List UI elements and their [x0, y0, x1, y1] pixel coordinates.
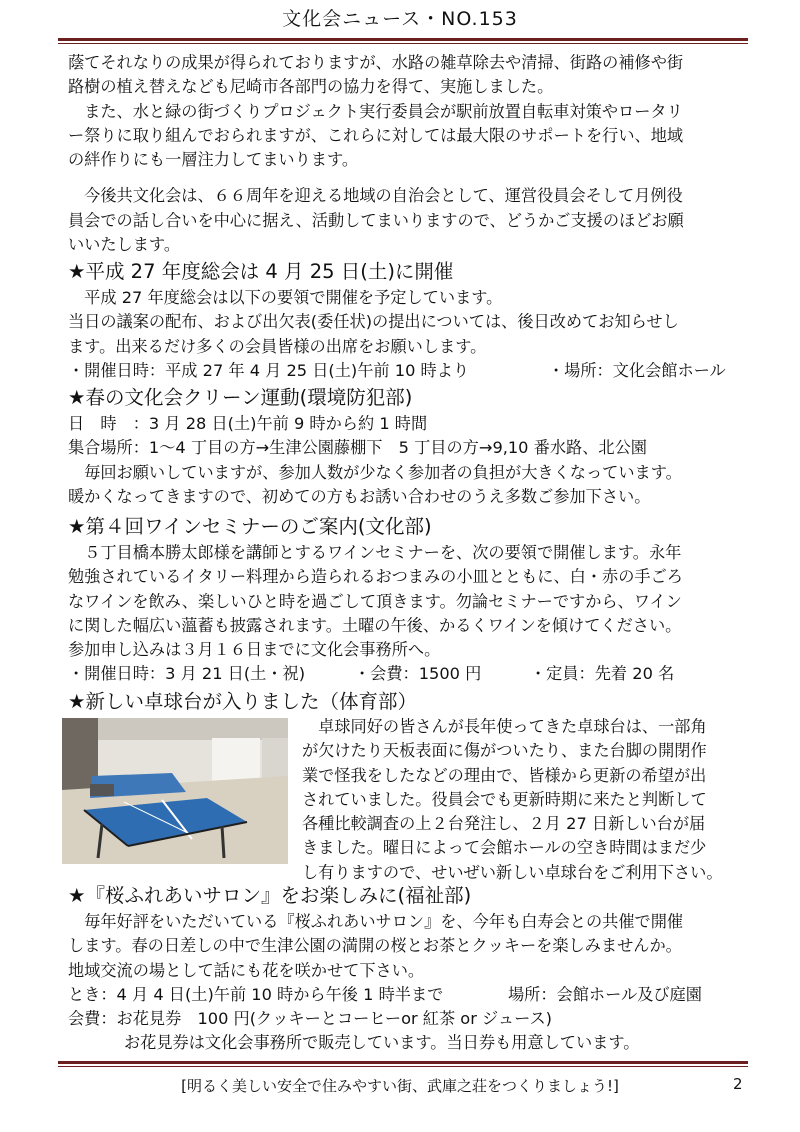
section-line: ５丁目橋本勝太郎様を講師とするワインセミナーを、次の要領で開催します。永年 [68, 543, 682, 562]
section-line: 暖かくなってきますので、初めての方もお誘い合わせのうえ多数ご参加下さい。 [68, 486, 651, 506]
section-line: 参加申し込みは３月１６日までに文化会事務所へ。 [68, 640, 441, 660]
table-tennis-text [302, 715, 752, 885]
section-line: 卓球同好の皆さんが長年使ってきた卓球台は、一部角 [302, 717, 707, 736]
section-line: 勉強されているイタリー料理から造られるおつまみの小皿とともに、白・赤の手ごろ [68, 567, 683, 587]
section-line: されていました。役員会でも更新時期に来たと判断して [302, 789, 707, 809]
seminar-fee: ・会費：1500 円 [354, 664, 482, 684]
table-tennis-photo [62, 718, 288, 864]
intro-line: ー祭りに取り組んでおられますが、これらに対しては最大限のサポートを行い、地域 [68, 125, 684, 145]
salon-place: 場所：会館ホール及び庭園 [508, 984, 702, 1004]
section-wine-seminar [68, 513, 748, 687]
intro-section [68, 51, 748, 257]
section-heading: ★平成 27 年度総会は 4 月 25 日(土)に開催 [68, 260, 454, 283]
section-general-meeting [68, 258, 748, 383]
page-number: 2 [733, 1075, 743, 1093]
header-rule [58, 38, 748, 41]
section-line: 集合場所：1～4 丁目の方→生津公園藤棚下 5 丁目の方→9,10 番水路、北公園 [68, 438, 647, 458]
meeting-place: ・場所：文化会館ホール [548, 360, 726, 380]
section-line: ます。出来るだけ多くの会員皆様の出席をお願いします。 [68, 336, 487, 356]
intro-line: の絆作りにも一層注力してまいります。 [68, 150, 359, 170]
salon-time: とき：4 月 4 日(土)午前 10 時から午後 1 時半まで [68, 984, 444, 1004]
section-line: が欠けたり天板表面に傷がついたり、また台脚の開閉作 [302, 741, 707, 761]
section-line: 地域交流の場として話にも花を咲かせて下さい。 [68, 960, 425, 980]
meeting-date: ・開催日時：平成 27 年 4 月 25 日(土)午前 10 時より [68, 360, 470, 380]
section-line: し有りますので、せいぜい新しい卓球台をご利用下さい。 [302, 862, 723, 882]
section-line: 毎回お願いしていますが、参加人数が少なく参加者の負担が大きくなっています。 [68, 462, 682, 482]
section-heading: ★新しい卓球台が入りました（体育部） [68, 690, 417, 713]
section-line: 各種比較調査の上２台発注し、２月 27 日新しい台が届 [302, 814, 706, 834]
footer-rule [58, 1061, 748, 1064]
section-line: 平成 27 年度総会は以下の要領で開催を予定しています。 [68, 288, 503, 307]
section-line: します。春の日差しの中で生津公園の満開の桜とお茶とクッキーを楽しみませんか。 [68, 936, 682, 956]
section-line: きました。曜日によって会館ホールの空き時間はまだ少 [302, 838, 707, 858]
intro-line: 今後共文化会は、６６周年を迎える地域の自治会として、運営役員会そして月例役 [68, 186, 683, 206]
section-heading: ★『桜ふれあいサロン』をお楽しみに(福祉部) [68, 884, 472, 907]
salon-fee: 会費：お花見券 100 円(クッキーとコーヒーor 紅茶 or ジュース) [68, 1009, 552, 1029]
section-sakura-salon [68, 882, 748, 1056]
intro-line: いいたします。 [68, 235, 181, 255]
seminar-capacity: ・定員：先着 20 名 [530, 664, 675, 684]
page-title: 文化会ニュース・NO.153 [282, 8, 518, 30]
section-clean-campaign [68, 384, 748, 509]
salon-note: お花見券は文化会事務所で販売しています。当日券も用意しています。 [124, 1033, 640, 1053]
header-rule-thin [58, 43, 748, 44]
section-line: 当日の議案の配布、および出欠表(委任状)の提出については、後日改めてお知らせし [68, 312, 679, 332]
section-line: 毎年好評をいただいている『桜ふれあいサロン』を、今年も白寿会との共催で開催 [68, 912, 684, 931]
section-heading: ★第４回ワインセミナーのご案内(文化部) [68, 515, 432, 538]
intro-line: 路樹の植え替えなども尼崎市各部門の協力を得て、実施しました。 [68, 77, 554, 97]
section-line: 日 時 ：3 月 28 日(土)午前 9 時から約 1 時間 [68, 414, 428, 433]
seminar-date: ・開催日時：3 月 21 日(土・祝) [68, 664, 306, 684]
footer-slogan: [明るく美しい安全で住みやすい街、武庫之荘をつくりましょう!] [181, 1077, 619, 1095]
intro-line: 蔭てそれなりの成果が得られておりますが、水路の雑草除去や清掃、街路の補修や街 [68, 53, 684, 72]
section-heading: ★春の文化会クリーン運動(環境防犯部) [68, 386, 413, 409]
intro-line: 員会での話し合いを中心に据え、活動してまいりますので、どうかご支援のほどお願 [68, 210, 684, 230]
footer-rule-thin [58, 1066, 748, 1067]
section-table-tennis [68, 688, 748, 716]
section-line: なワインを飲み、楽しいひと時を過ごして頂きます。勿論セミナーですから、ワイン [68, 591, 682, 611]
intro-line: また、水と緑の街づくりプロジェクト実行委員会が駅前放置自転車対策やロータリ [68, 101, 683, 121]
section-line: に関した幅広い薀蓄も披露されます。土曜の午後、かるくワインを傾けてください。 [68, 615, 682, 635]
section-line: 業で怪我をしたなどの理由で、皆様から更新の希望が出 [302, 765, 707, 785]
